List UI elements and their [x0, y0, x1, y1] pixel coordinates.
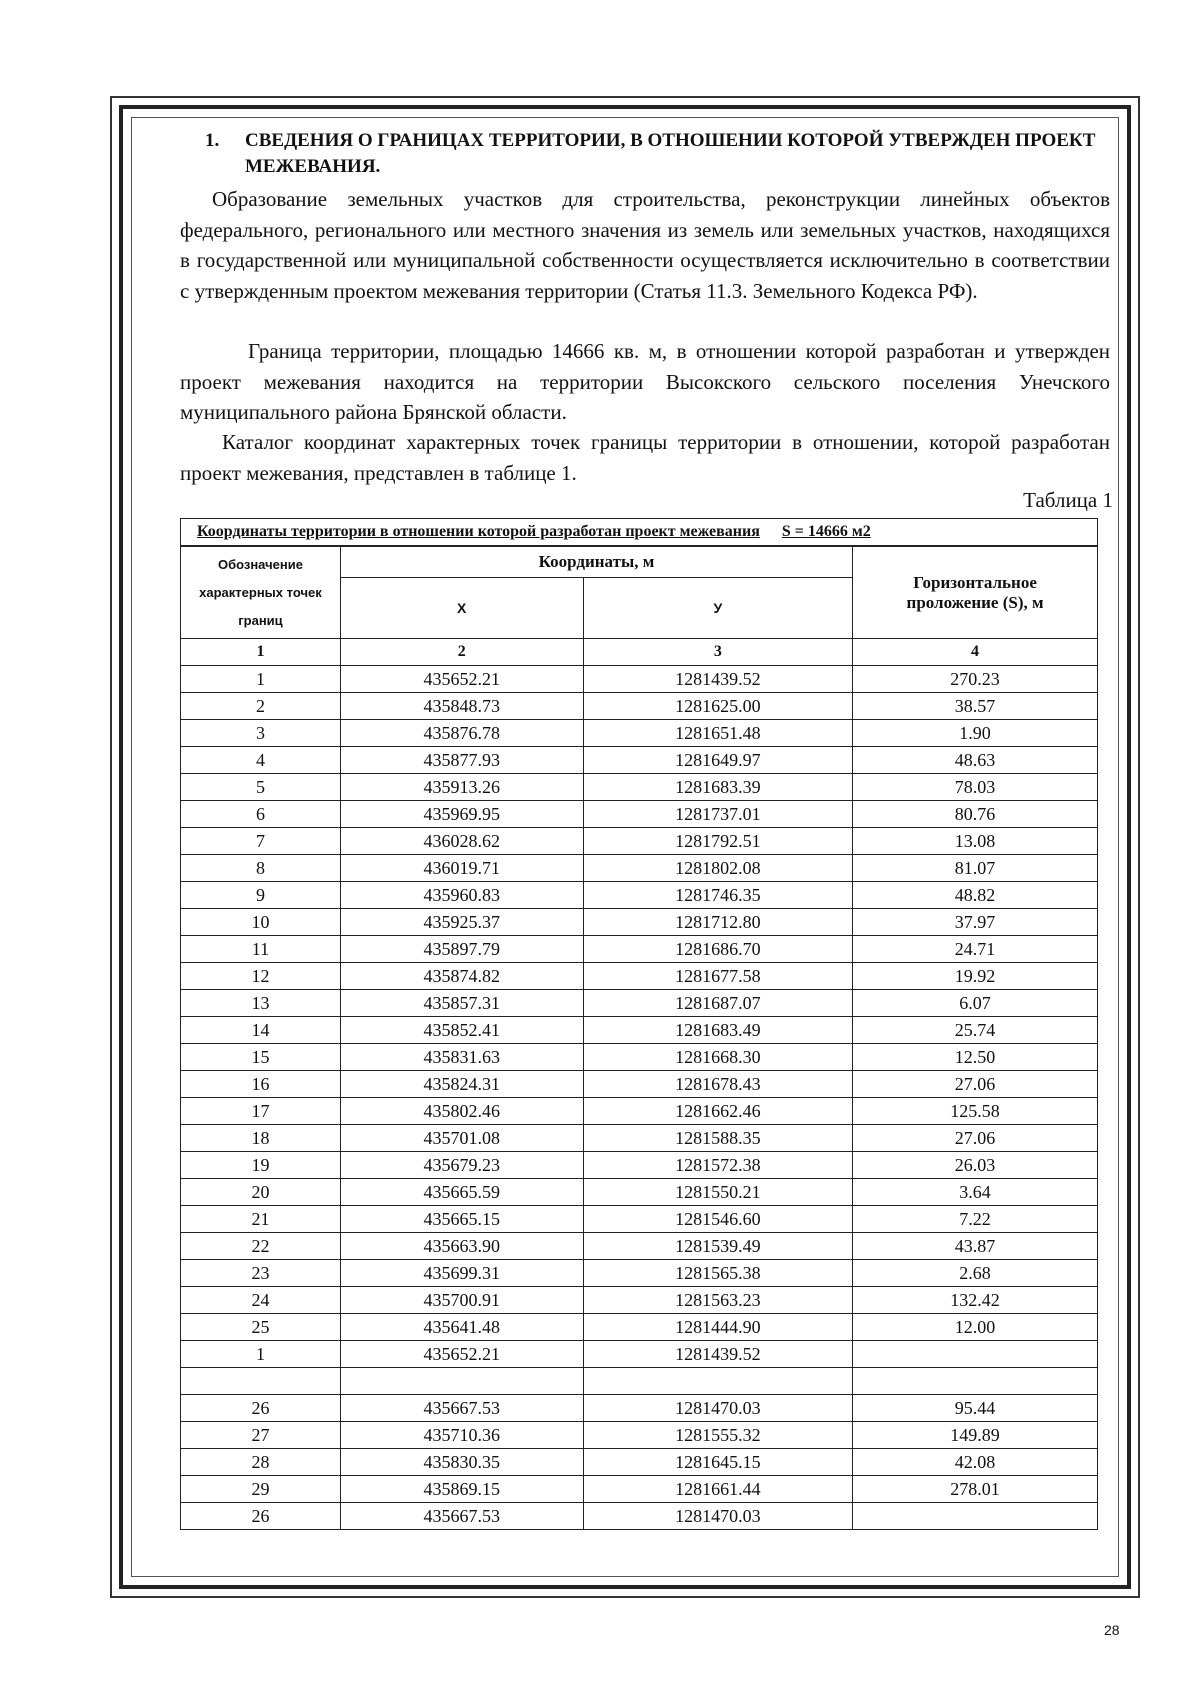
table-cell-pt: 27 [181, 1422, 341, 1449]
table-cell-s: 2.68 [853, 1260, 1098, 1287]
table-cell-y: 1281677.58 [583, 963, 853, 990]
table-row [181, 936, 1098, 963]
header-horizontal-distance: Горизонтальное проложение (S), м [853, 546, 1098, 639]
table-title-cell [181, 519, 1098, 547]
table-cell-y: 1281746.35 [583, 882, 853, 909]
table-row [181, 666, 1098, 693]
table-cell-y: 1281686.70 [583, 936, 853, 963]
table-row [181, 693, 1098, 720]
table-cell-pt: 8 [181, 855, 341, 882]
table-cell-x: 435824.31 [340, 1071, 583, 1098]
table-cell-s: 48.82 [853, 882, 1098, 909]
table-cell-y: 1281661.44 [583, 1476, 853, 1503]
table-cell-pt: 23 [181, 1260, 341, 1287]
column-number-row [181, 639, 1098, 666]
table-cell-y: 1281651.48 [583, 720, 853, 747]
table-cell-x: 435667.53 [340, 1503, 583, 1530]
table-cell-x: 435876.78 [340, 720, 583, 747]
table-cell-y: 1281470.03 [583, 1395, 853, 1422]
table-cell-s: 278.01 [853, 1476, 1098, 1503]
paragraph-1: Образование земельных участков для строительства, реконструкции линейных объектов федерального, регионального или местного значения из земель или земельных участков, находящихся в государственной или муниципальной собственности осуществляется исключительно в соответствии с утвержденным проектом межевания территории (Статья 11.3. Земельного Кодекса РФ). [180, 187, 1110, 303]
table-cell-pt: 20 [181, 1179, 341, 1206]
column-number: 4 [853, 639, 1098, 666]
table-cell-pt: 24 [181, 1287, 341, 1314]
column-number: 2 [340, 639, 583, 666]
table-cell-y: 1281572.38 [583, 1152, 853, 1179]
table-row [181, 855, 1098, 882]
table-cell-y [583, 1368, 853, 1395]
table-cell-s: 270.23 [853, 666, 1098, 693]
table-cell-y: 1281439.52 [583, 1341, 853, 1368]
table-cell-x: 435897.79 [340, 936, 583, 963]
table-cell-x: 435848.73 [340, 693, 583, 720]
table-cell-y: 1281550.21 [583, 1179, 853, 1206]
table-cell-pt: 19 [181, 1152, 341, 1179]
table-cell-x: 435699.31 [340, 1260, 583, 1287]
table-cell-pt: 11 [181, 936, 341, 963]
table-cell-pt: 15 [181, 1044, 341, 1071]
table-cell-x: 435663.90 [340, 1233, 583, 1260]
table-cell-pt: 28 [181, 1449, 341, 1476]
table-header-row-1 [181, 546, 1098, 578]
coordinates-table [180, 518, 1098, 1530]
table-title-row [181, 519, 1098, 547]
table-cell-s: 1.90 [853, 720, 1098, 747]
table-row [181, 909, 1098, 936]
section-number: 1. [205, 130, 220, 151]
table-cell-x: 435925.37 [340, 909, 583, 936]
table-cell-pt: 25 [181, 1314, 341, 1341]
table-cell-pt: 22 [181, 1233, 341, 1260]
table-cell-y: 1281539.49 [583, 1233, 853, 1260]
table-cell-y: 1281625.00 [583, 693, 853, 720]
table-cell-y: 1281792.51 [583, 828, 853, 855]
table-cell-s [853, 1503, 1098, 1530]
table-cell-y: 1281683.49 [583, 1017, 853, 1044]
table-cell-pt: 6 [181, 801, 341, 828]
table-cell-pt: 5 [181, 774, 341, 801]
table-cell-s: 7.22 [853, 1206, 1098, 1233]
table-row [181, 828, 1098, 855]
table-cell-pt: 1 [181, 666, 341, 693]
section-title: СВЕДЕНИЯ О ГРАНИЦАХ ТЕРРИТОРИИ, В ОТНОШЕНИИ КОТОРОЙ УТВЕРЖДЕН ПРОЕКТ МЕЖЕВАНИЯ. [245, 130, 1096, 177]
table-cell-x: 435857.31 [340, 990, 583, 1017]
table-cell-pt [181, 1368, 341, 1395]
table-cell-x: 435830.35 [340, 1449, 583, 1476]
table-cell-s [853, 1368, 1098, 1395]
table-cell-x: 435877.93 [340, 747, 583, 774]
table-caption: Таблица 1 [1023, 488, 1113, 512]
table-cell-x: 435652.21 [340, 1341, 583, 1368]
table-cell-s: 27.06 [853, 1071, 1098, 1098]
table-row [181, 1260, 1098, 1287]
table-row [181, 1071, 1098, 1098]
table-cell-x: 435665.15 [340, 1206, 583, 1233]
paragraph-2: Граница территории, площадью 14666 кв. м, в отношении которой разработан и утвержден проект межевания находится на территории Высокского сельского поселения Унечского муниципального района Брянской области. [180, 339, 1110, 424]
table-cell-s: 12.00 [853, 1314, 1098, 1341]
table-row [181, 801, 1098, 828]
table-cell-pt: 14 [181, 1017, 341, 1044]
table-cell-pt: 3 [181, 720, 341, 747]
header-coordinates: Координаты, м [340, 546, 852, 578]
table-cell-pt: 2 [181, 693, 341, 720]
table-cell-s: 149.89 [853, 1422, 1098, 1449]
section-heading [205, 128, 1110, 180]
table-cell-x: 435831.63 [340, 1044, 583, 1071]
table-row [181, 1233, 1098, 1260]
column-number: 1 [181, 639, 341, 666]
table-cell-pt: 10 [181, 909, 341, 936]
table-row [181, 1476, 1098, 1503]
table-cell-y: 1281565.38 [583, 1260, 853, 1287]
table-row [181, 1044, 1098, 1071]
table-cell-x: 435667.53 [340, 1395, 583, 1422]
table-cell-s: 38.57 [853, 693, 1098, 720]
table-row [181, 1179, 1098, 1206]
table-cell-s: 25.74 [853, 1017, 1098, 1044]
table-cell-x: 435869.15 [340, 1476, 583, 1503]
table-cell-y: 1281555.32 [583, 1422, 853, 1449]
table-cell-x: 435652.21 [340, 666, 583, 693]
table-cell-s: 13.08 [853, 828, 1098, 855]
table-cell-pt: 9 [181, 882, 341, 909]
column-number: 3 [583, 639, 853, 666]
table-cell-y: 1281439.52 [583, 666, 853, 693]
table-cell-y: 1281645.15 [583, 1449, 853, 1476]
header-x: X [340, 578, 583, 639]
table-cell-s: 6.07 [853, 990, 1098, 1017]
table-cell-s: 27.06 [853, 1125, 1098, 1152]
table-row [181, 1287, 1098, 1314]
table-cell-x: 435679.23 [340, 1152, 583, 1179]
table-cell-pt: 26 [181, 1395, 341, 1422]
table-cell-y: 1281678.43 [583, 1071, 853, 1098]
table-cell-x: 435802.46 [340, 1098, 583, 1125]
table-row [181, 1422, 1098, 1449]
table-cell-pt: 1 [181, 1341, 341, 1368]
table-title: Координаты территории в отношении которой разработан проект межевания [197, 523, 760, 540]
table-cell-y: 1281687.07 [583, 990, 853, 1017]
table-cell-s: 81.07 [853, 855, 1098, 882]
table-cell-x: 436028.62 [340, 828, 583, 855]
table-cell-s [853, 1341, 1098, 1368]
table-cell-pt: 26 [181, 1503, 341, 1530]
table-cell-s: 37.97 [853, 909, 1098, 936]
table-cell-pt: 18 [181, 1125, 341, 1152]
table-cell-x: 435700.91 [340, 1287, 583, 1314]
table-row [181, 963, 1098, 990]
table-area: S = 14666 м2 [781, 523, 871, 540]
table-row [181, 747, 1098, 774]
table-cell-pt: 12 [181, 963, 341, 990]
table-cell-y: 1281712.80 [583, 909, 853, 936]
table-cell-x: 435913.26 [340, 774, 583, 801]
table-cell-x: 435852.41 [340, 1017, 583, 1044]
table-cell-y: 1281470.03 [583, 1503, 853, 1530]
table-row [181, 1395, 1098, 1422]
table-cell-s: 95.44 [853, 1395, 1098, 1422]
table-row [181, 990, 1098, 1017]
table-cell-y: 1281649.97 [583, 747, 853, 774]
table-cell-s: 43.87 [853, 1233, 1098, 1260]
table-cell-pt: 29 [181, 1476, 341, 1503]
table-cell-x: 436019.71 [340, 855, 583, 882]
table-cell-x: 435701.08 [340, 1125, 583, 1152]
table-cell-y: 1281546.60 [583, 1206, 853, 1233]
table-cell-y: 1281662.46 [583, 1098, 853, 1125]
table-cell-pt: 21 [181, 1206, 341, 1233]
page-number: 28 [1104, 1622, 1120, 1638]
table-cell-s: 12.50 [853, 1044, 1098, 1071]
table-row [181, 1503, 1098, 1530]
table-cell-s: 125.58 [853, 1098, 1098, 1125]
table-cell-x: 435960.83 [340, 882, 583, 909]
table-cell-y: 1281588.35 [583, 1125, 853, 1152]
table-cell-pt: 7 [181, 828, 341, 855]
table-cell-x: 435874.82 [340, 963, 583, 990]
table-row [181, 1152, 1098, 1179]
table-row [181, 1449, 1098, 1476]
table-cell-y: 1281668.30 [583, 1044, 853, 1071]
table-row [181, 1314, 1098, 1341]
table-row [181, 1368, 1098, 1395]
table-row [181, 1125, 1098, 1152]
table-cell-y: 1281802.08 [583, 855, 853, 882]
table-cell-s: 42.08 [853, 1449, 1098, 1476]
table-cell-s: 19.92 [853, 963, 1098, 990]
table-cell-s: 80.76 [853, 801, 1098, 828]
table-cell-s: 3.64 [853, 1179, 1098, 1206]
table-cell-x: 435710.36 [340, 1422, 583, 1449]
header-y: У [583, 578, 853, 639]
table-cell-s: 24.71 [853, 936, 1098, 963]
table-row [181, 1098, 1098, 1125]
table-cell-s: 78.03 [853, 774, 1098, 801]
table-row [181, 1206, 1098, 1233]
table-cell-x: 435969.95 [340, 801, 583, 828]
table-cell-pt: 13 [181, 990, 341, 1017]
table-cell-x [340, 1368, 583, 1395]
table-cell-pt: 16 [181, 1071, 341, 1098]
table-cell-x: 435641.48 [340, 1314, 583, 1341]
table-row [181, 882, 1098, 909]
table-cell-s: 132.42 [853, 1287, 1098, 1314]
table-cell-pt: 4 [181, 747, 341, 774]
table-row [181, 720, 1098, 747]
table-cell-x: 435665.59 [340, 1179, 583, 1206]
table-cell-y: 1281563.23 [583, 1287, 853, 1314]
table-row [181, 1017, 1098, 1044]
table-cell-pt: 17 [181, 1098, 341, 1125]
table-cell-s: 48.63 [853, 747, 1098, 774]
paragraph-3: Каталог координат характерных точек границы территории в отношении, которой разработан проект межевания, представлен в таблице 1. [180, 430, 1110, 485]
table-cell-y: 1281683.39 [583, 774, 853, 801]
table-cell-y: 1281444.90 [583, 1314, 853, 1341]
table-cell-y: 1281737.01 [583, 801, 853, 828]
table-row [181, 774, 1098, 801]
header-point-designation: Обозначение характерных точек границ [181, 546, 341, 639]
table-cell-s: 26.03 [853, 1152, 1098, 1179]
table-row [181, 1341, 1098, 1368]
